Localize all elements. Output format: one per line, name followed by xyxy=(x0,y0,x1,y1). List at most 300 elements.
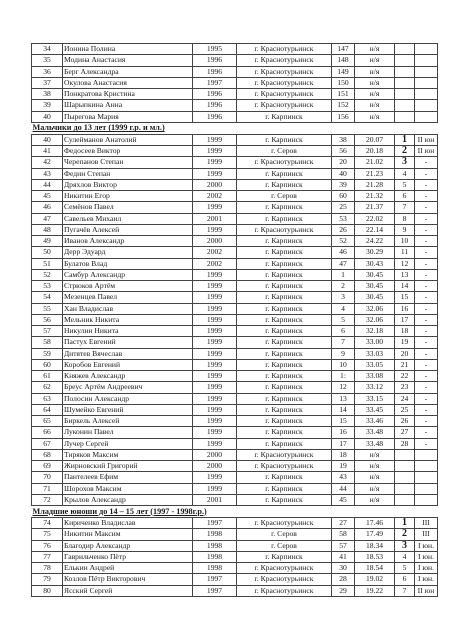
table-row xyxy=(32,66,438,77)
city: г. Карпинск xyxy=(237,404,332,415)
athlete-name: Тиряков Максим xyxy=(63,449,193,460)
city: г. Карпинск xyxy=(237,494,332,505)
bib-number: 147 xyxy=(332,44,355,55)
athlete-name: Пантелеев Ефим xyxy=(63,472,193,483)
finish-time: 22.14 xyxy=(355,224,395,235)
table-row xyxy=(32,89,438,100)
table-row xyxy=(32,44,438,55)
row-number: 75 xyxy=(32,529,63,540)
row-number: 41 xyxy=(32,146,63,157)
sport-rank: - xyxy=(415,281,438,292)
sport-rank: - xyxy=(415,438,438,449)
birth-year: 1996 xyxy=(193,55,237,66)
bib-number: 60 xyxy=(332,191,355,202)
place: 26 xyxy=(395,416,415,427)
city: г. Карпинск xyxy=(237,236,332,247)
sport-rank: - xyxy=(415,326,438,337)
place xyxy=(395,100,415,111)
bib-number: 14 xyxy=(332,404,355,415)
athlete-name: Лучер Сергей xyxy=(63,438,193,449)
athlete-name: Никитин Максим xyxy=(63,529,193,540)
birth-year: 1999 xyxy=(193,157,237,168)
athlete-name: Елькин Андрей xyxy=(63,563,193,574)
athlete-name: Дерр Эдуард xyxy=(63,247,193,258)
city: г. Серов xyxy=(237,146,332,157)
sport-rank: - xyxy=(415,404,438,415)
place: 21 xyxy=(395,359,415,370)
city: г. Карпинск xyxy=(237,337,332,348)
athlete-name: Хан Владислав xyxy=(63,303,193,314)
sport-rank: II юн xyxy=(415,585,438,596)
city: г. Карпинск xyxy=(237,416,332,427)
birth-year: 1996 xyxy=(193,89,237,100)
section-heading-row xyxy=(32,122,438,134)
athlete-name: Иванов Александр xyxy=(63,236,193,247)
birth-year: 2000 xyxy=(193,449,237,460)
finish-time: н/я xyxy=(355,472,395,483)
bib-number: 39 xyxy=(332,179,355,190)
city: г. Серов xyxy=(237,529,332,540)
finish-time: 33.48 xyxy=(355,438,395,449)
athlete-name: Семёнов Павел xyxy=(63,202,193,213)
birth-year: 2000 xyxy=(193,461,237,472)
finish-time: 30.43 xyxy=(355,258,395,269)
bib-number: 58 xyxy=(332,529,355,540)
sport-rank: - xyxy=(415,236,438,247)
row-number: 80 xyxy=(32,585,63,596)
table-row xyxy=(32,314,438,325)
table-row xyxy=(32,483,438,494)
birth-year: 1999 xyxy=(193,303,237,314)
bib-number: 46 xyxy=(332,247,355,258)
city: г. Карпинск xyxy=(237,179,332,190)
birth-year: 1998 xyxy=(193,551,237,562)
finish-time: 30.29 xyxy=(355,247,395,258)
place xyxy=(395,77,415,88)
table-row xyxy=(32,258,438,269)
city: г. Краснотурьинск xyxy=(237,77,332,88)
city: г. Краснотурьинск xyxy=(237,563,332,574)
place: 3 xyxy=(395,157,415,168)
bib-number: 41 xyxy=(332,551,355,562)
place: 13 xyxy=(395,269,415,280)
finish-time: 33.48 xyxy=(355,427,395,438)
finish-time: 32.18 xyxy=(355,326,395,337)
finish-time: 19.22 xyxy=(355,585,395,596)
sport-rank: II юн xyxy=(415,146,438,157)
row-number: 59 xyxy=(32,348,63,359)
birth-year: 1999 xyxy=(193,314,237,325)
place: 22 xyxy=(395,371,415,382)
bib-number: 5 xyxy=(332,314,355,325)
birth-year: 1996 xyxy=(193,100,237,111)
finish-time: н/я xyxy=(355,461,395,472)
city: г. Краснотурьинск xyxy=(237,55,332,66)
bib-number: 29 xyxy=(332,585,355,596)
birth-year: 1999 xyxy=(193,382,237,393)
athlete-name: Княжев Александр xyxy=(63,371,193,382)
bib-number: 10 xyxy=(332,359,355,370)
row-number: 63 xyxy=(32,393,63,404)
row-number: 40 xyxy=(32,134,63,145)
birth-year: 1998 xyxy=(193,563,237,574)
place: 7 xyxy=(395,585,415,596)
row-number: 44 xyxy=(32,179,63,190)
birth-year: 1999 xyxy=(193,483,237,494)
sport-rank: - xyxy=(415,371,438,382)
sport-rank: - xyxy=(415,224,438,235)
athlete-name: Сулейманов Анатолий xyxy=(63,134,193,145)
row-number: 77 xyxy=(32,551,63,562)
athlete-name: Шарыпкина Анна xyxy=(63,100,193,111)
sport-rank: - xyxy=(415,269,438,280)
athlete-name: Бреус Артём Андреевич xyxy=(63,382,193,393)
athlete-name: Гаврильченко Пётр xyxy=(63,551,193,562)
athlete-name: Мельник Никита xyxy=(63,314,193,325)
athlete-name: Дряхлов Виктор xyxy=(63,179,193,190)
bib-number: 1: xyxy=(332,371,355,382)
bib-number: 53 xyxy=(332,213,355,224)
finish-time: 32.06 xyxy=(355,314,395,325)
sport-rank: I юн. xyxy=(415,574,438,585)
row-number: 43 xyxy=(32,168,63,179)
athlete-name: Федосеев Виктор xyxy=(63,146,193,157)
city: г. Карпинск xyxy=(237,202,332,213)
city: г. Карпинск xyxy=(237,292,332,303)
place: 14 xyxy=(395,281,415,292)
sport-rank: - xyxy=(415,179,438,190)
city: г. Карпинск xyxy=(237,314,332,325)
table-row xyxy=(32,416,438,427)
athlete-name: Коробов Евгений xyxy=(63,359,193,370)
row-number: 45 xyxy=(32,191,63,202)
place: 25 xyxy=(395,404,415,415)
bib-number: 26 xyxy=(332,224,355,235)
finish-time: 33.00 xyxy=(355,337,395,348)
sport-rank: - xyxy=(415,348,438,359)
city: г. Карпинск xyxy=(237,438,332,449)
bib-number: 38 xyxy=(332,134,355,145)
city: г. Серов xyxy=(237,191,332,202)
sport-rank xyxy=(415,100,438,111)
sport-rank: III xyxy=(415,518,438,529)
bib-number: 12 xyxy=(332,382,355,393)
table-row xyxy=(32,292,438,303)
bib-number: 52 xyxy=(332,236,355,247)
sport-rank: - xyxy=(415,359,438,370)
table-row xyxy=(32,371,438,382)
row-number: 34 xyxy=(32,44,63,55)
athlete-name: Шорохов Максим xyxy=(63,483,193,494)
sport-rank: - xyxy=(415,314,438,325)
row-number: 74 xyxy=(32,518,63,529)
sport-rank: - xyxy=(415,382,438,393)
city: г. Краснотурьинск xyxy=(237,224,332,235)
birth-year: 1997 xyxy=(193,574,237,585)
table-row xyxy=(32,359,438,370)
row-number: 58 xyxy=(32,337,63,348)
bib-number: 40 xyxy=(332,168,355,179)
birth-year: 1999 xyxy=(193,269,237,280)
table-row xyxy=(32,202,438,213)
table-row xyxy=(32,191,438,202)
bib-number: 25 xyxy=(332,202,355,213)
athlete-name: Стрюков Артём xyxy=(63,281,193,292)
sport-rank: II юн xyxy=(415,134,438,145)
athlete-name: Берг Александра xyxy=(63,66,193,77)
table-row xyxy=(32,438,438,449)
table-row xyxy=(32,427,438,438)
bib-number: 47 xyxy=(332,258,355,269)
finish-time: 20.07 xyxy=(355,134,395,145)
table-row xyxy=(32,111,438,122)
table-row xyxy=(32,269,438,280)
place: 5 xyxy=(395,179,415,190)
table-row xyxy=(32,247,438,258)
city: г. Карпинск xyxy=(237,427,332,438)
place xyxy=(395,89,415,100)
table-row xyxy=(32,551,438,562)
finish-time: 18.53 xyxy=(355,551,395,562)
sport-rank: III xyxy=(415,529,438,540)
place: 24 xyxy=(395,393,415,404)
table-row xyxy=(32,518,438,529)
finish-time: 18.34 xyxy=(355,540,395,551)
sport-rank xyxy=(415,66,438,77)
table-row xyxy=(32,77,438,88)
city: г. Карпинск xyxy=(237,348,332,359)
row-number: 66 xyxy=(32,427,63,438)
finish-time: 33.15 xyxy=(355,393,395,404)
birth-year: 1995 xyxy=(193,44,237,55)
bib-number: 152 xyxy=(332,100,355,111)
city: г. Карпинск xyxy=(237,326,332,337)
row-number: 54 xyxy=(32,292,63,303)
sport-rank xyxy=(415,472,438,483)
bib-number: 20 xyxy=(332,157,355,168)
place xyxy=(395,111,415,122)
row-number: 50 xyxy=(32,247,63,258)
place xyxy=(395,461,415,472)
athlete-name: Мезенцев Павел xyxy=(63,292,193,303)
city: г. Краснотурьинск xyxy=(237,157,332,168)
finish-time: 17.49 xyxy=(355,529,395,540)
row-number: 57 xyxy=(32,326,63,337)
athlete-name: Никитин Егор xyxy=(63,191,193,202)
place: 17 xyxy=(395,314,415,325)
athlete-name: Ясский Сергей xyxy=(63,585,193,596)
place: 6 xyxy=(395,191,415,202)
section-heading: Младшие юноши до 14 – 15 лет (1997 - 1998г.р.) xyxy=(32,506,438,518)
finish-time: 33.45 xyxy=(355,404,395,415)
place: 4 xyxy=(395,168,415,179)
table-row xyxy=(32,100,438,111)
row-number: 47 xyxy=(32,213,63,224)
city: г. Карпинск xyxy=(237,472,332,483)
place: 19 xyxy=(395,337,415,348)
athlete-name: Ионина Полина xyxy=(63,44,193,55)
athlete-name: Кириченко Владислав xyxy=(63,518,193,529)
finish-time: н/я xyxy=(355,483,395,494)
athlete-name: Булатов Влад xyxy=(63,258,193,269)
birth-year: 1999 xyxy=(193,472,237,483)
finish-time: 30.45 xyxy=(355,292,395,303)
finish-time: 20.18 xyxy=(355,146,395,157)
birth-year: 2001 xyxy=(193,494,237,505)
place: 12 xyxy=(395,258,415,269)
place: 3 xyxy=(395,540,415,551)
place: 6 xyxy=(395,574,415,585)
place: 23 xyxy=(395,382,415,393)
city: г. Карпинск xyxy=(237,393,332,404)
city: г. Карпинск xyxy=(237,303,332,314)
place: 15 xyxy=(395,292,415,303)
birth-year: 1999 xyxy=(193,134,237,145)
city: г. Краснотурьинск xyxy=(237,461,332,472)
table-row xyxy=(32,529,438,540)
table-row xyxy=(32,393,438,404)
city: г. Краснотурьинск xyxy=(237,66,332,77)
birth-year: 1998 xyxy=(193,529,237,540)
row-number: 68 xyxy=(32,449,63,460)
city: г. Карпинск xyxy=(237,258,332,269)
bib-number: 45 xyxy=(332,494,355,505)
row-number: 42 xyxy=(32,157,63,168)
sport-rank: - xyxy=(415,258,438,269)
table-row xyxy=(32,461,438,472)
row-number: 71 xyxy=(32,483,63,494)
bib-number: 150 xyxy=(332,77,355,88)
finish-time: 33.05 xyxy=(355,359,395,370)
bib-number: 16 xyxy=(332,427,355,438)
row-number: 72 xyxy=(32,494,63,505)
table-row xyxy=(32,449,438,460)
bib-number: 13 xyxy=(332,393,355,404)
athlete-name: Жирновский Григорий xyxy=(63,461,193,472)
bib-number: 6 xyxy=(332,326,355,337)
sport-rank: - xyxy=(415,191,438,202)
sport-rank: - xyxy=(415,337,438,348)
birth-year: 1999 xyxy=(193,359,237,370)
table-row xyxy=(32,382,438,393)
bib-number: 44 xyxy=(332,483,355,494)
city: г. Карпинск xyxy=(237,371,332,382)
row-number: 69 xyxy=(32,461,63,472)
city: г. Карпинск xyxy=(237,213,332,224)
place: 4 xyxy=(395,551,415,562)
row-number: 52 xyxy=(32,269,63,280)
row-number: 60 xyxy=(32,359,63,370)
results-sheet xyxy=(31,43,437,597)
sport-rank xyxy=(415,77,438,88)
bib-number: 156 xyxy=(332,111,355,122)
table-row xyxy=(32,540,438,551)
table-row xyxy=(32,134,438,145)
table-row xyxy=(32,281,438,292)
birth-year: 1996 xyxy=(193,111,237,122)
row-number: 49 xyxy=(32,236,63,247)
results-body xyxy=(32,44,438,597)
bib-number: 28 xyxy=(332,574,355,585)
bib-number: 30 xyxy=(332,563,355,574)
sport-rank xyxy=(415,44,438,55)
row-number: 53 xyxy=(32,281,63,292)
athlete-name: Модина Анастасия xyxy=(63,55,193,66)
table-row xyxy=(32,326,438,337)
birth-year: 1999 xyxy=(193,371,237,382)
finish-time: н/я xyxy=(355,44,395,55)
bib-number: 27 xyxy=(332,518,355,529)
sport-rank: I юн. xyxy=(415,551,438,562)
athlete-name: Козлов Пётр Викторович xyxy=(63,574,193,585)
athlete-name: Пырегова Мария xyxy=(63,111,193,122)
place: 18 xyxy=(395,326,415,337)
city: г. Карпинск xyxy=(237,111,332,122)
table-row xyxy=(32,337,438,348)
row-number: 61 xyxy=(32,371,63,382)
table-row xyxy=(32,404,438,415)
birth-year: 1999 xyxy=(193,326,237,337)
sport-rank: - xyxy=(415,416,438,427)
finish-time: 17.46 xyxy=(355,518,395,529)
city: г. Карпинск xyxy=(237,483,332,494)
finish-time: 21.32 xyxy=(355,191,395,202)
birth-year: 1999 xyxy=(193,438,237,449)
bib-number: 2 xyxy=(332,281,355,292)
bib-number: 148 xyxy=(332,55,355,66)
finish-time: н/я xyxy=(355,449,395,460)
table-row xyxy=(32,168,438,179)
city: г. Краснотурьинск xyxy=(237,518,332,529)
sport-rank xyxy=(415,461,438,472)
sport-rank xyxy=(415,111,438,122)
results-table xyxy=(31,43,438,597)
place: 10 xyxy=(395,236,415,247)
table-row xyxy=(32,157,438,168)
bib-number: 18 xyxy=(332,449,355,460)
birth-year: 1999 xyxy=(193,337,237,348)
sport-rank: - xyxy=(415,393,438,404)
athlete-name: Окулова Анастасия xyxy=(63,77,193,88)
row-number: 40 xyxy=(32,111,63,122)
table-row xyxy=(32,574,438,585)
row-number: 38 xyxy=(32,89,63,100)
place xyxy=(395,66,415,77)
row-number: 67 xyxy=(32,438,63,449)
city: г. Карпинск xyxy=(237,382,332,393)
bib-number: 56 xyxy=(332,146,355,157)
bib-number: 43 xyxy=(332,472,355,483)
table-row xyxy=(32,494,438,505)
place xyxy=(395,449,415,460)
place xyxy=(395,494,415,505)
finish-time: н/я xyxy=(355,494,395,505)
city: г. Серов xyxy=(237,540,332,551)
city: г. Краснотурьинск xyxy=(237,449,332,460)
row-number: 35 xyxy=(32,55,63,66)
athlete-name: Самбур Александр xyxy=(63,269,193,280)
birth-year: 1999 xyxy=(193,146,237,157)
athlete-name: Благодир Александр xyxy=(63,540,193,551)
sport-rank: - xyxy=(415,202,438,213)
place: 1 xyxy=(395,134,415,145)
place xyxy=(395,483,415,494)
birth-year: 2000 xyxy=(193,179,237,190)
athlete-name: Шумейко Евгений xyxy=(63,404,193,415)
row-number: 39 xyxy=(32,100,63,111)
sport-rank: - xyxy=(415,427,438,438)
sport-rank: - xyxy=(415,247,438,258)
